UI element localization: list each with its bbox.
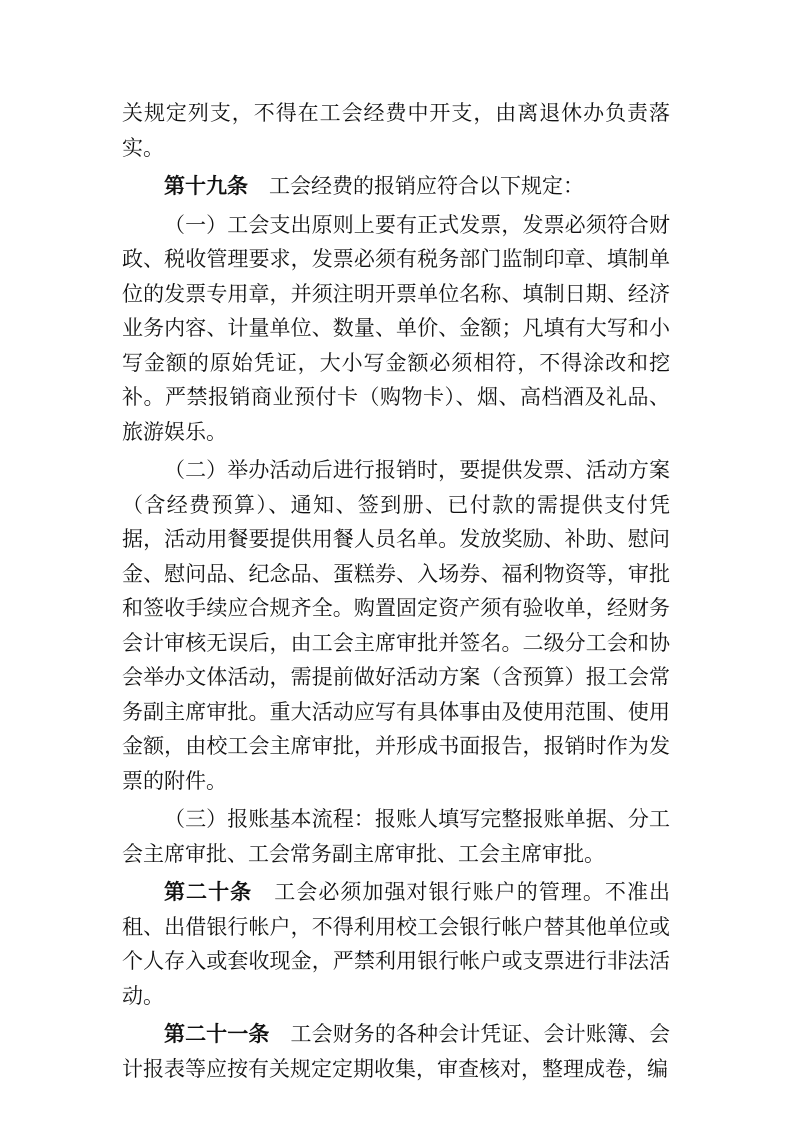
paragraph-text: （三）报账基本流程：报账人填写完整报账单据、分工会主席审批、工会常务副主席审批、工会主席审批。 <box>122 807 670 866</box>
paragraph-text: （二）举办活动后进行报销时，要提供发票、活动方案（含经费预算）、通知、签到册、已付款的需提供支付凭据，活动用餐要提供用餐人员名单。发放奖励、补助、慰问金、慰问品、纪念品、蛋糕券、入场券、福利物资等，审批和签收手续应合规齐全。购置固定资产须有验收单，经财务会计审核无误后，由工会主席审批并签名。二级分工会和协会举办文体活动，需提前做好活动方案（含预算）报工会常务副主席审批。重大活动应写有具体事由及使用范围、使用金额，由校工会主席审批，并形成书面报告，报销时作为发票的附件。 <box>122 458 670 793</box>
article-21 <box>122 1017 670 1086</box>
clause-3 <box>122 802 670 871</box>
article-number: 第十九条 <box>164 173 248 198</box>
paragraph-text: 关规定列支，不得在工会经费中开支，由离退休办负责落实。 <box>122 101 670 160</box>
paragraph-continuation <box>122 96 670 165</box>
clause-2 <box>122 453 670 798</box>
paragraph-text: 工会财务的各种会计凭证、会计账簿、会计报表等应按有关规定定期收集，审查核对，整理成卷，编 <box>122 1022 671 1081</box>
article-19 <box>122 169 670 204</box>
document-page <box>122 96 670 1086</box>
clause-1 <box>122 208 670 450</box>
paragraph-text: （一）工会支出原则上要有正式发票，发票必须符合财政、税收管理要求，发票必须有税务部门监制印章、填制单位的发票专用章，并须注明开票单位名称、填制日期、经济业务内容、计量单位、数量、单价、金额；凡填有大写和小写金额的原始凭证，大小写金额必须相符，不得涂改和挖补。严禁报销商业预付卡（购物卡）、烟、高档酒及礼品、旅游娱乐。 <box>122 212 670 444</box>
paragraph-text: 工会必须加强对银行账户的管理。不准出租、出借银行帐户，不得利用校工会银行帐户替其他单位或个人存入或套收现金，严禁利用银行帐户或支票进行非法活动。 <box>122 880 671 1008</box>
article-20 <box>122 875 670 1013</box>
article-number: 第二十条 <box>164 879 253 904</box>
paragraph-text: 工会经费的报销应符合以下规定： <box>269 174 584 198</box>
article-number: 第二十一条 <box>164 1021 270 1046</box>
